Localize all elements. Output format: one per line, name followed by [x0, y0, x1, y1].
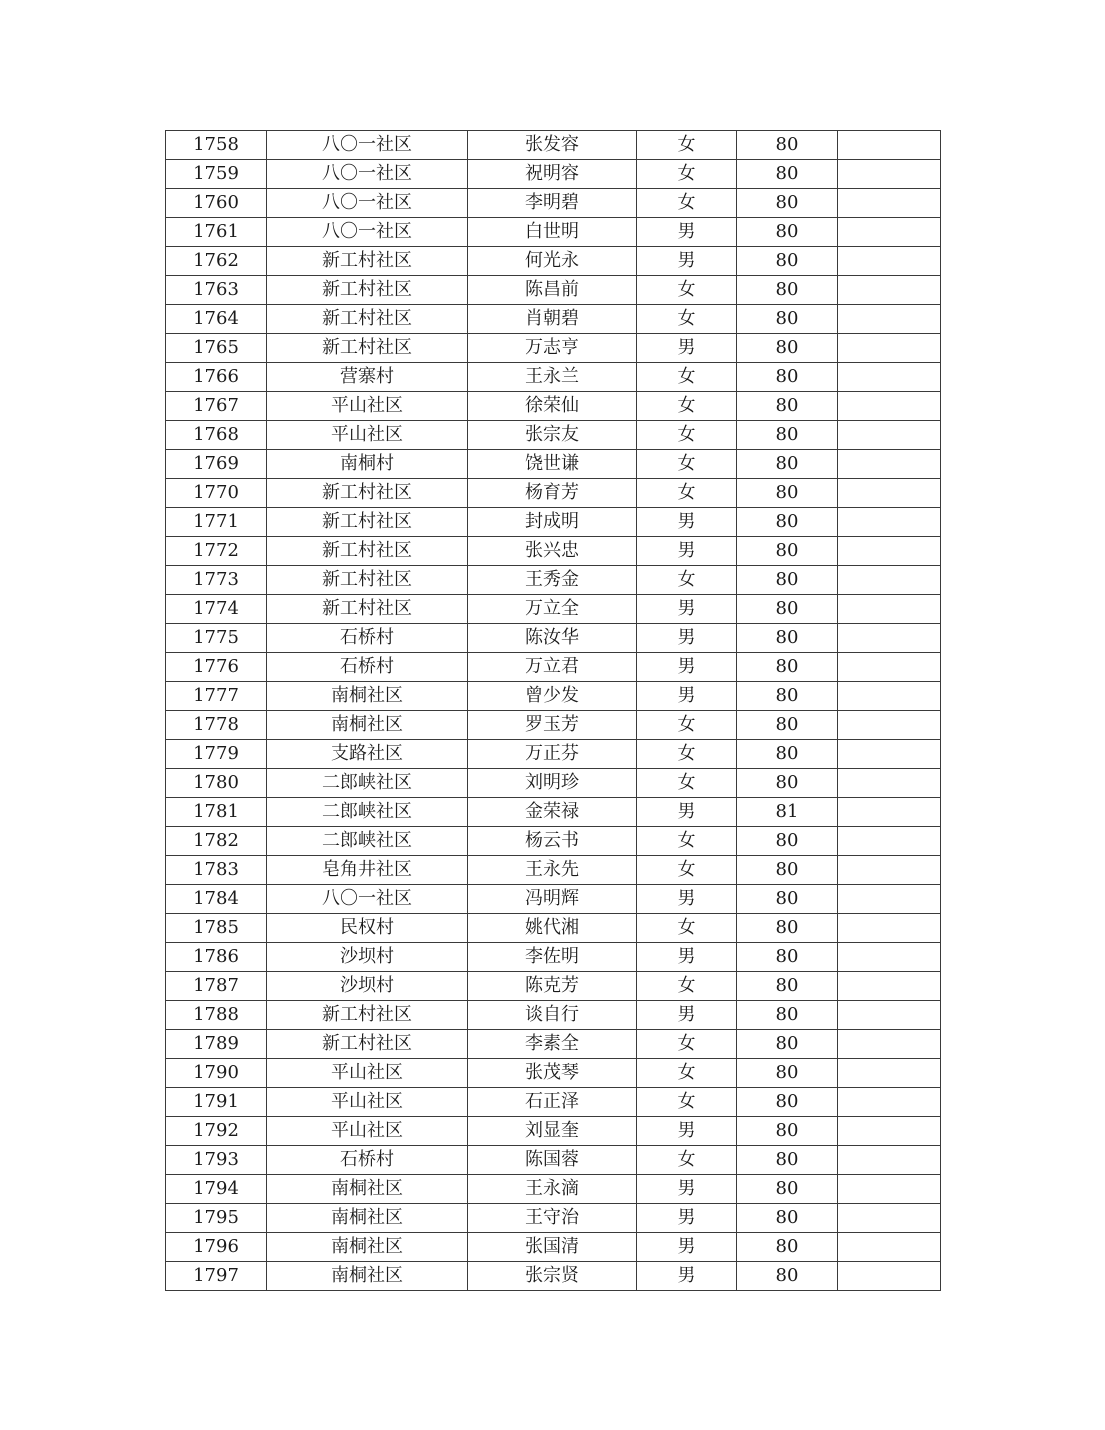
row-number-cell: 1766 [166, 363, 267, 392]
name-cell: 张茂琴 [468, 1059, 637, 1088]
name-cell: 张宗贤 [468, 1262, 637, 1291]
name-cell: 张发容 [468, 131, 637, 160]
table-row [166, 711, 941, 740]
age-cell: 80 [737, 160, 838, 189]
table-row [166, 334, 941, 363]
table-row [166, 624, 941, 653]
name-cell: 金荣禄 [468, 798, 637, 827]
community-cell: 新工村社区 [267, 276, 468, 305]
row-number-cell: 1776 [166, 653, 267, 682]
table-row [166, 218, 941, 247]
note-cell [838, 1262, 941, 1291]
row-number-cell: 1771 [166, 508, 267, 537]
sex-cell: 女 [637, 566, 737, 595]
table-row [166, 392, 941, 421]
note-cell [838, 160, 941, 189]
row-number-cell: 1788 [166, 1001, 267, 1030]
age-cell: 80 [737, 914, 838, 943]
table-row [166, 1117, 941, 1146]
community-cell: 平山社区 [267, 1088, 468, 1117]
table-row [166, 247, 941, 276]
name-cell: 曾少发 [468, 682, 637, 711]
age-cell: 80 [737, 363, 838, 392]
row-number-cell: 1778 [166, 711, 267, 740]
note-cell [838, 421, 941, 450]
table-row [166, 1175, 941, 1204]
age-cell: 80 [737, 218, 838, 247]
sex-cell: 女 [637, 769, 737, 798]
community-cell: 平山社区 [267, 1117, 468, 1146]
sex-cell: 男 [637, 1001, 737, 1030]
row-number-cell: 1765 [166, 334, 267, 363]
row-number-cell: 1789 [166, 1030, 267, 1059]
row-number-cell: 1794 [166, 1175, 267, 1204]
community-cell: 平山社区 [267, 1059, 468, 1088]
age-cell: 80 [737, 479, 838, 508]
name-cell: 陈克芳 [468, 972, 637, 1001]
age-cell: 80 [737, 189, 838, 218]
table-row [166, 1233, 941, 1262]
name-cell: 李素全 [468, 1030, 637, 1059]
table-row [166, 682, 941, 711]
row-number-cell: 1777 [166, 682, 267, 711]
note-cell [838, 334, 941, 363]
note-cell [838, 653, 941, 682]
note-cell [838, 247, 941, 276]
age-cell: 80 [737, 1262, 838, 1291]
note-cell [838, 218, 941, 247]
row-number-cell: 1780 [166, 769, 267, 798]
note-cell [838, 1001, 941, 1030]
name-cell: 王守治 [468, 1204, 637, 1233]
row-number-cell: 1758 [166, 131, 267, 160]
sex-cell: 女 [637, 1088, 737, 1117]
community-cell: 南桐村 [267, 450, 468, 479]
age-cell: 80 [737, 276, 838, 305]
age-cell: 80 [737, 421, 838, 450]
table-row [166, 450, 941, 479]
community-cell: 新工村社区 [267, 1001, 468, 1030]
name-cell: 白世明 [468, 218, 637, 247]
age-cell: 80 [737, 1175, 838, 1204]
age-cell: 80 [737, 856, 838, 885]
table-row [166, 827, 941, 856]
table-row [166, 1059, 941, 1088]
name-cell: 王永先 [468, 856, 637, 885]
table-row [166, 856, 941, 885]
note-cell [838, 392, 941, 421]
table-row [166, 1088, 941, 1117]
age-cell: 80 [737, 885, 838, 914]
note-cell [838, 1204, 941, 1233]
age-cell: 80 [737, 1117, 838, 1146]
note-cell [838, 1146, 941, 1175]
community-cell: 新工村社区 [267, 508, 468, 537]
sex-cell: 男 [637, 1204, 737, 1233]
name-cell: 饶世谦 [468, 450, 637, 479]
row-number-cell: 1769 [166, 450, 267, 479]
name-cell: 封成明 [468, 508, 637, 537]
roster-table-body [166, 131, 941, 1291]
age-cell: 80 [737, 943, 838, 972]
sex-cell: 男 [637, 798, 737, 827]
age-cell: 80 [737, 1204, 838, 1233]
sex-cell: 女 [637, 131, 737, 160]
row-number-cell: 1783 [166, 856, 267, 885]
name-cell: 刘显奎 [468, 1117, 637, 1146]
note-cell [838, 305, 941, 334]
community-cell: 石桥村 [267, 624, 468, 653]
community-cell: 八〇一社区 [267, 189, 468, 218]
note-cell [838, 189, 941, 218]
row-number-cell: 1785 [166, 914, 267, 943]
age-cell: 80 [737, 827, 838, 856]
age-cell: 80 [737, 1030, 838, 1059]
sex-cell: 女 [637, 363, 737, 392]
name-cell: 杨云书 [468, 827, 637, 856]
name-cell: 张国清 [468, 1233, 637, 1262]
row-number-cell: 1781 [166, 798, 267, 827]
table-row [166, 1146, 941, 1175]
name-cell: 万志亨 [468, 334, 637, 363]
sex-cell: 女 [637, 1030, 737, 1059]
note-cell [838, 479, 941, 508]
community-cell: 平山社区 [267, 421, 468, 450]
row-number-cell: 1767 [166, 392, 267, 421]
note-cell [838, 131, 941, 160]
row-number-cell: 1764 [166, 305, 267, 334]
table-row [166, 131, 941, 160]
sex-cell: 男 [637, 624, 737, 653]
name-cell: 杨育芳 [468, 479, 637, 508]
table-row [166, 1204, 941, 1233]
age-cell: 80 [737, 508, 838, 537]
table-row [166, 160, 941, 189]
age-cell: 80 [737, 1233, 838, 1262]
row-number-cell: 1797 [166, 1262, 267, 1291]
sex-cell: 女 [637, 740, 737, 769]
community-cell: 二郎峡社区 [267, 827, 468, 856]
note-cell [838, 682, 941, 711]
name-cell: 陈国蓉 [468, 1146, 637, 1175]
sex-cell: 女 [637, 1059, 737, 1088]
community-cell: 支路社区 [267, 740, 468, 769]
row-number-cell: 1779 [166, 740, 267, 769]
community-cell: 新工村社区 [267, 537, 468, 566]
table-row [166, 189, 941, 218]
name-cell: 万正芬 [468, 740, 637, 769]
sex-cell: 男 [637, 508, 737, 537]
name-cell: 王秀金 [468, 566, 637, 595]
row-number-cell: 1786 [166, 943, 267, 972]
note-cell [838, 508, 941, 537]
community-cell: 南桐社区 [267, 1262, 468, 1291]
sex-cell: 女 [637, 479, 737, 508]
sex-cell: 男 [637, 218, 737, 247]
community-cell: 营寨村 [267, 363, 468, 392]
name-cell: 万立全 [468, 595, 637, 624]
row-number-cell: 1768 [166, 421, 267, 450]
note-cell [838, 769, 941, 798]
community-cell: 新工村社区 [267, 566, 468, 595]
name-cell: 冯明辉 [468, 885, 637, 914]
sex-cell: 女 [637, 305, 737, 334]
community-cell: 新工村社区 [267, 305, 468, 334]
table-row [166, 740, 941, 769]
community-cell: 新工村社区 [267, 595, 468, 624]
name-cell: 张宗友 [468, 421, 637, 450]
name-cell: 何光永 [468, 247, 637, 276]
note-cell [838, 450, 941, 479]
name-cell: 王永滴 [468, 1175, 637, 1204]
table-row [166, 479, 941, 508]
row-number-cell: 1787 [166, 972, 267, 1001]
sex-cell: 男 [637, 247, 737, 276]
table-row [166, 798, 941, 827]
table-row [166, 1262, 941, 1291]
table-row [166, 914, 941, 943]
community-cell: 八〇一社区 [267, 218, 468, 247]
note-cell [838, 943, 941, 972]
age-cell: 80 [737, 711, 838, 740]
sex-cell: 男 [637, 943, 737, 972]
table-row [166, 653, 941, 682]
age-cell: 80 [737, 682, 838, 711]
note-cell [838, 276, 941, 305]
name-cell: 祝明容 [468, 160, 637, 189]
name-cell: 徐荣仙 [468, 392, 637, 421]
sex-cell: 男 [637, 653, 737, 682]
row-number-cell: 1791 [166, 1088, 267, 1117]
name-cell: 陈汝华 [468, 624, 637, 653]
row-number-cell: 1793 [166, 1146, 267, 1175]
row-number-cell: 1761 [166, 218, 267, 247]
note-cell [838, 740, 941, 769]
age-cell: 81 [737, 798, 838, 827]
age-cell: 80 [737, 392, 838, 421]
sex-cell: 男 [637, 1262, 737, 1291]
table-row [166, 885, 941, 914]
sex-cell: 女 [637, 450, 737, 479]
note-cell [838, 885, 941, 914]
sex-cell: 女 [637, 160, 737, 189]
table-row [166, 943, 941, 972]
sex-cell: 男 [637, 1233, 737, 1262]
name-cell: 石正泽 [468, 1088, 637, 1117]
sex-cell: 男 [637, 682, 737, 711]
table-row [166, 566, 941, 595]
row-number-cell: 1782 [166, 827, 267, 856]
age-cell: 80 [737, 769, 838, 798]
age-cell: 80 [737, 653, 838, 682]
note-cell [838, 363, 941, 392]
table-row [166, 276, 941, 305]
note-cell [838, 914, 941, 943]
note-cell [838, 624, 941, 653]
document-page [165, 130, 940, 1291]
row-number-cell: 1760 [166, 189, 267, 218]
sex-cell: 男 [637, 595, 737, 624]
table-row [166, 363, 941, 392]
note-cell [838, 856, 941, 885]
age-cell: 80 [737, 1146, 838, 1175]
age-cell: 80 [737, 566, 838, 595]
name-cell: 肖朝碧 [468, 305, 637, 334]
sex-cell: 女 [637, 711, 737, 740]
table-row [166, 537, 941, 566]
note-cell [838, 972, 941, 1001]
name-cell: 张兴忠 [468, 537, 637, 566]
sex-cell: 女 [637, 392, 737, 421]
community-cell: 新工村社区 [267, 1030, 468, 1059]
note-cell [838, 1059, 941, 1088]
table-row [166, 1030, 941, 1059]
row-number-cell: 1763 [166, 276, 267, 305]
table-row [166, 1001, 941, 1030]
row-number-cell: 1773 [166, 566, 267, 595]
community-cell: 南桐社区 [267, 682, 468, 711]
community-cell: 沙坝村 [267, 972, 468, 1001]
note-cell [838, 1233, 941, 1262]
age-cell: 80 [737, 537, 838, 566]
community-cell: 平山社区 [267, 392, 468, 421]
community-cell: 南桐社区 [267, 1204, 468, 1233]
sex-cell: 女 [637, 421, 737, 450]
row-number-cell: 1796 [166, 1233, 267, 1262]
age-cell: 80 [737, 334, 838, 363]
note-cell [838, 1030, 941, 1059]
community-cell: 八〇一社区 [267, 160, 468, 189]
community-cell: 二郎峡社区 [267, 798, 468, 827]
note-cell [838, 827, 941, 856]
note-cell [838, 1088, 941, 1117]
age-cell: 80 [737, 624, 838, 653]
age-cell: 80 [737, 247, 838, 276]
age-cell: 80 [737, 305, 838, 334]
note-cell [838, 595, 941, 624]
community-cell: 南桐社区 [267, 1233, 468, 1262]
sex-cell: 女 [637, 972, 737, 1001]
note-cell [838, 537, 941, 566]
note-cell [838, 566, 941, 595]
sex-cell: 男 [637, 537, 737, 566]
sex-cell: 男 [637, 334, 737, 363]
row-number-cell: 1759 [166, 160, 267, 189]
age-cell: 80 [737, 1088, 838, 1117]
row-number-cell: 1772 [166, 537, 267, 566]
note-cell [838, 1117, 941, 1146]
community-cell: 二郎峡社区 [267, 769, 468, 798]
note-cell [838, 798, 941, 827]
community-cell: 沙坝村 [267, 943, 468, 972]
age-cell: 80 [737, 450, 838, 479]
row-number-cell: 1770 [166, 479, 267, 508]
community-cell: 民权村 [267, 914, 468, 943]
row-number-cell: 1775 [166, 624, 267, 653]
name-cell: 罗玉芳 [468, 711, 637, 740]
community-cell: 新工村社区 [267, 247, 468, 276]
community-cell: 南桐社区 [267, 711, 468, 740]
community-cell: 新工村社区 [267, 334, 468, 363]
row-number-cell: 1774 [166, 595, 267, 624]
age-cell: 80 [737, 595, 838, 624]
sex-cell: 女 [637, 856, 737, 885]
community-cell: 八〇一社区 [267, 131, 468, 160]
row-number-cell: 1784 [166, 885, 267, 914]
sex-cell: 男 [637, 1117, 737, 1146]
sex-cell: 女 [637, 914, 737, 943]
row-number-cell: 1792 [166, 1117, 267, 1146]
community-cell: 石桥村 [267, 653, 468, 682]
table-row [166, 595, 941, 624]
table-row [166, 305, 941, 334]
table-row [166, 421, 941, 450]
age-cell: 80 [737, 1001, 838, 1030]
row-number-cell: 1762 [166, 247, 267, 276]
sex-cell: 男 [637, 885, 737, 914]
row-number-cell: 1795 [166, 1204, 267, 1233]
row-number-cell: 1790 [166, 1059, 267, 1088]
sex-cell: 女 [637, 276, 737, 305]
name-cell: 李佐明 [468, 943, 637, 972]
table-row [166, 972, 941, 1001]
name-cell: 姚代湘 [468, 914, 637, 943]
note-cell [838, 711, 941, 740]
name-cell: 万立君 [468, 653, 637, 682]
table-row [166, 508, 941, 537]
roster-table [165, 130, 941, 1291]
name-cell: 李明碧 [468, 189, 637, 218]
community-cell: 石桥村 [267, 1146, 468, 1175]
age-cell: 80 [737, 740, 838, 769]
sex-cell: 女 [637, 189, 737, 218]
age-cell: 80 [737, 972, 838, 1001]
name-cell: 王永兰 [468, 363, 637, 392]
name-cell: 刘明珍 [468, 769, 637, 798]
community-cell: 皂角井社区 [267, 856, 468, 885]
sex-cell: 男 [637, 1175, 737, 1204]
note-cell [838, 1175, 941, 1204]
community-cell: 南桐社区 [267, 1175, 468, 1204]
age-cell: 80 [737, 131, 838, 160]
sex-cell: 女 [637, 827, 737, 856]
community-cell: 八〇一社区 [267, 885, 468, 914]
sex-cell: 女 [637, 1146, 737, 1175]
age-cell: 80 [737, 1059, 838, 1088]
name-cell: 陈昌前 [468, 276, 637, 305]
name-cell: 谈自行 [468, 1001, 637, 1030]
community-cell: 新工村社区 [267, 479, 468, 508]
table-row [166, 769, 941, 798]
